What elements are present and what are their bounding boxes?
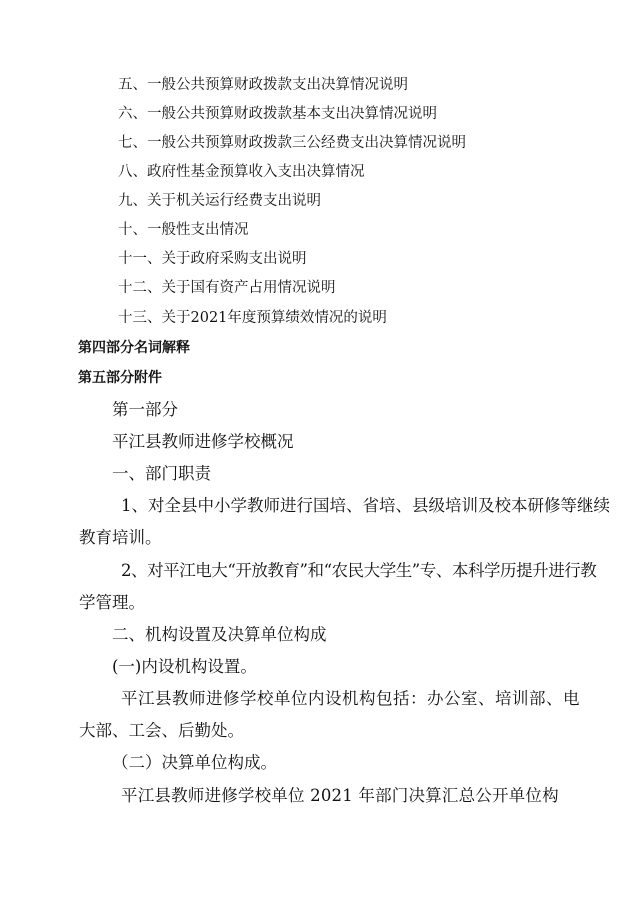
part4-heading: 第四部分名词解释 bbox=[78, 340, 190, 356]
duty-2-line-1: 2、对平江电大“开放教育”和“农民大学生”专、本科学历提升进行教 bbox=[121, 561, 597, 580]
toc-item-13: 十三、关于2021年度预算绩效情况的说明 bbox=[118, 310, 387, 326]
toc-item-5: 五、一般公共预算财政拨款支出决算情况说明 bbox=[118, 77, 408, 93]
org-line-2: 大部、工会、后勤处。 bbox=[79, 721, 244, 740]
toc-item-11: 十一、关于政府采购支出说明 bbox=[118, 251, 307, 267]
toc-item-12: 十二、关于国有资产占用情况说明 bbox=[118, 280, 336, 296]
part5-heading: 第五部分附件 bbox=[78, 370, 162, 386]
org-line-1: 平江县教师进修学校单位内设机构包括：办公室、培训部、电 bbox=[121, 689, 580, 708]
part1-heading: 第一部分 bbox=[112, 400, 178, 419]
toc-item-9: 九、关于机关运行经费支出说明 bbox=[118, 193, 321, 209]
duty-1-line-2: 教育培训。 bbox=[79, 528, 162, 547]
section-1-heading: 一、部门职责 bbox=[112, 464, 211, 483]
toc-item-8: 八、政府性基金预算收入支出决算情况 bbox=[118, 164, 365, 180]
toc-item-7: 七、一般公共预算财政拨款三公经费支出决算情况说明 bbox=[118, 135, 466, 151]
unit-line-1: 平江县教师进修学校单位 2021 年部门决算汇总公开单位构 bbox=[121, 786, 559, 805]
duty-1-line-1: 1、对全县中小学教师进行国培、省培、县级培训及校本研修等继续 bbox=[121, 496, 610, 515]
overview-title: 平江县教师进修学校概况 bbox=[112, 432, 294, 451]
toc-item-10: 十、一般性支出情况 bbox=[118, 222, 249, 238]
duty-2-line-2: 学管理。 bbox=[79, 593, 145, 612]
section-2-heading: 二、机构设置及决算单位构成 bbox=[112, 625, 327, 644]
toc-item-6: 六、一般公共预算财政拨款基本支出决算情况说明 bbox=[118, 106, 437, 122]
subsection-1-heading: (一)内设机构设置。 bbox=[112, 657, 257, 676]
subsection-2-heading: （二）决算单位构成。 bbox=[112, 753, 277, 772]
